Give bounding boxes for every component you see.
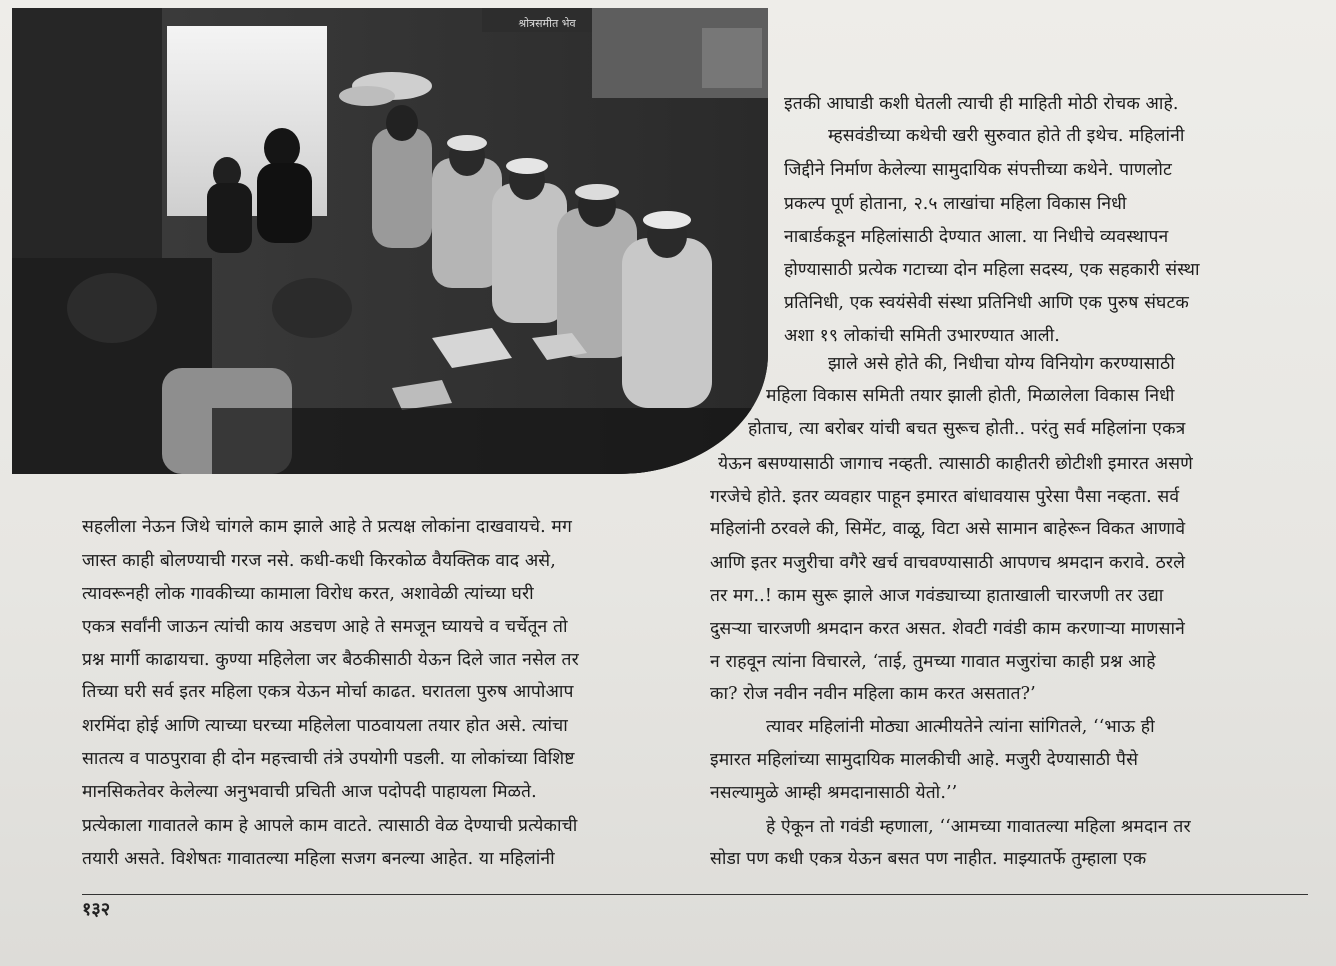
left-line: सहलीला नेऊन जिथे चांगले काम झाले आहे ते प्रत्यक्ष लोकांना दाखवायचे. मग — [82, 517, 572, 537]
right-line: येऊन बसण्यासाठी जागाच नव्हती. त्यासाठी काहीतरी छोटीशी इमारत असणे — [718, 454, 1193, 474]
right-line: जिद्दीने निर्माण केलेल्या सामुदायिक संपत्तीच्या कथेने. पाणलोट — [784, 160, 1172, 180]
meeting-photo-illustration — [12, 8, 768, 474]
right-line: अशा १९ लोकांची समिती उभारण्यात आली. — [784, 326, 1060, 346]
right-line: इतकी आघाडी कशी घेतली त्याची ही माहिती मोठी रोचक आहे. — [784, 94, 1179, 114]
right-line: त्यावर महिलांनी मोठ्या आत्मीयतेने त्यांना सांगितले, ‘‘भाऊ ही — [766, 717, 1155, 737]
left-line: जास्त काही बोलण्याची गरज नसे. कधी-कधी किरकोळ वैयक्तिक वाद असे, — [82, 551, 556, 571]
footer-rule — [82, 894, 1308, 895]
right-line: का? रोज नवीन नवीन महिला काम करत असतात?’ — [710, 684, 1036, 704]
right-line: झाले असे होते की, निधीचा योग्य विनियोग करण्यासाठी — [828, 354, 1175, 374]
right-line: आणि इतर मजुरीचा वगैरे खर्च वाचवण्यासाठी आपणच श्रमदान करावे. ठरले — [710, 553, 1186, 573]
left-line: एकत्र सर्वांनी जाऊन त्यांची काय अडचण आहे ते समजून घ्यायचे व चर्चेतून तो — [82, 617, 568, 637]
right-line: होताच, त्या बरोबर यांची बचत सुरूच होती.. परंतु सर्व महिलांना एकत्र — [748, 419, 1186, 439]
photo-sign-text: श्रोत्रसमीत भेव — [518, 17, 576, 30]
right-line: प्रतिनिधी, एक स्वयंसेवी संस्था प्रतिनिधी आणि एक पुरुष संघटक — [784, 293, 1189, 313]
right-line: नाबार्डकडून महिलांसाठी देण्यात आला. या निधीचे व्यवस्थापन — [784, 227, 1169, 247]
right-line: हे ऐकून तो गवंडी म्हणाला, ‘‘आमच्या गावातल्या महिला श्रमदान तर — [766, 817, 1191, 837]
meeting-photo — [12, 8, 768, 474]
left-line: सातत्य व पाठपुरावा ही दोन महत्त्वाची तंत्रे उपयोगी पडली. या लोकांच्या विशिष्ट — [82, 749, 575, 769]
left-line: मानसिकतेवर केलेल्या अनुभवाची प्रचिती आज पदोपदी पाहायला मिळते. — [82, 782, 537, 802]
right-line: प्रकल्प पूर्ण होताना, २.५ लाखांचा महिला विकास निधी — [784, 194, 1127, 214]
right-line: तर मग..! काम सुरू झाले आज गवंड्याच्या हाताखाली चारजणी तर उद्या — [710, 586, 1164, 606]
right-line: गरजेचे होते. इतर व्यवहार पाहून इमारत बांधावयास पुरेसा पैसा नव्हता. सर्व — [710, 487, 1180, 507]
left-line: शरमिंदा होई आणि त्याच्या घरच्या महिलेला पाठवायला तयार होत असे. त्यांचा — [82, 716, 568, 736]
left-line: प्रश्न मार्गी काढायचा. कुण्या महिलेला जर बैठकीसाठी येऊन दिले जात नसेल तर — [82, 650, 579, 670]
left-line: प्रत्येकाला गावातले काम हे आपले काम वाटते. त्यासाठी वेळ देण्याची प्रत्येकाची — [82, 816, 578, 836]
right-line: न राहवून त्यांना विचारले, ‘ताई, तुमच्या गावात मजुरांचा काही प्रश्न आहे — [710, 652, 1156, 672]
right-line: होण्यासाठी प्रत्येक गटाच्या दोन महिला सदस्य, एक सहकारी संस्था — [784, 260, 1200, 280]
right-line: महिला विकास समिती तयार झाली होती, मिळालेला विकास निधी — [766, 386, 1175, 406]
left-line: तयारी असते. विशेषतः गावातल्या महिला सजग बनल्या आहेत. या महिलांनी — [82, 849, 555, 869]
right-line: म्हसवंडीच्या कथेची खरी सुरुवात होते ती इथेच. महिलांनी — [828, 126, 1185, 146]
page-number: १३२ — [82, 899, 111, 920]
right-line: इमारत महिलांच्या सामुदायिक मालकीची आहे. मजुरी देण्यासाठी पैसे — [710, 750, 1139, 770]
left-line: त्यावरूनही लोक गावकीच्या कामाला विरोध करत, अशावेळी त्यांच्या घरी — [82, 584, 534, 604]
right-line: सोडा पण कधी एकत्र येऊन बसत पण नाहीत. माझ्यातर्फे तुम्हाला एक — [710, 849, 1147, 869]
left-line: तिच्या घरी सर्व इतर महिला एकत्र येऊन मोर्चा काढत. घरातला पुरुष आपोआप — [82, 682, 574, 702]
right-line: महिलांनी ठरवले की, सिमेंट, वाळू, विटा असे सामान बाहेरून विकत आणावे — [710, 519, 1186, 539]
right-line: नसल्यामुळे आम्ही श्रमदानासाठी येतो.’’ — [710, 783, 958, 803]
right-line: दुसऱ्या चारजणी श्रमदान करत असत. शेवटी गवंडी काम करणाऱ्या माणसाने — [710, 619, 1185, 639]
